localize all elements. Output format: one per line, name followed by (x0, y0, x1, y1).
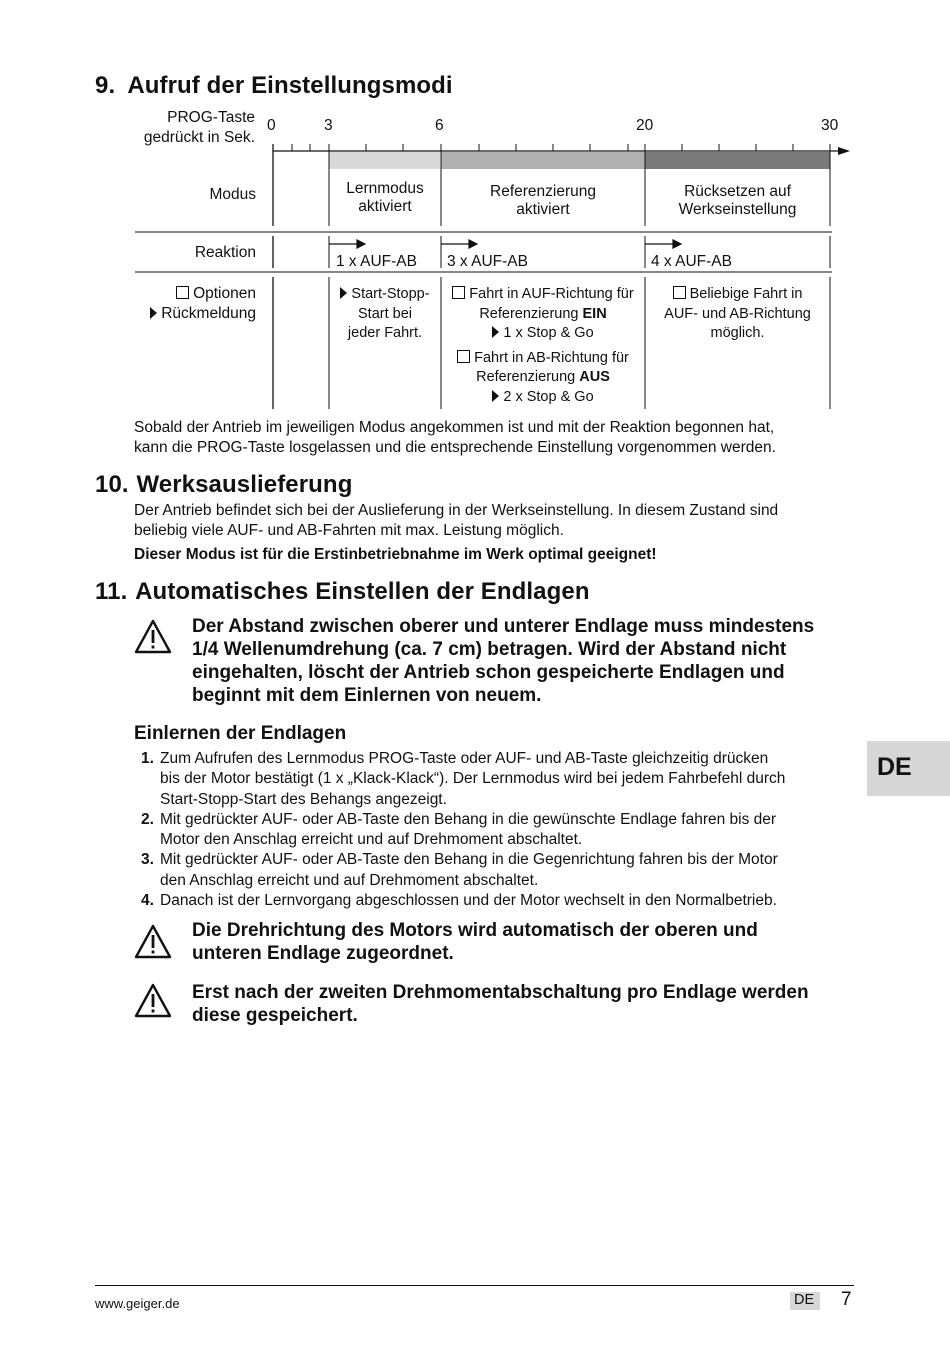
warn1-l1: Der Abstand zwischen oberer und unterer Endlage muss mindestens (192, 616, 815, 637)
mode-lernmodus (329, 180, 441, 216)
warn2-l2: unteren Endlage zugeordnet. (192, 943, 454, 964)
play-icon (492, 390, 499, 402)
section-11-title (95, 578, 590, 606)
note-line-2: kann die PROG-Taste losgelassen und die entsprechende Einstellung vorgenommen werden. (134, 439, 776, 456)
section-9-note (134, 418, 874, 458)
col2c-l1: Fahrt in AB-Richtung für (474, 349, 629, 366)
col2c-aus: AUS (579, 369, 610, 385)
warning-2 (192, 919, 872, 965)
section-10-heading: Werksauslieferung (136, 471, 353, 498)
checkbox-icon (457, 350, 470, 363)
col3-l1: Beliebige Fahrt in (689, 286, 803, 302)
tick-0: 0 (267, 117, 276, 134)
step-1-number: 1. (141, 750, 154, 767)
tick-30: 30 (821, 117, 839, 134)
warning-triangle-icon (133, 617, 173, 657)
step-4-l1: Danach ist der Lernvorgang abgeschlossen und der Motor wechselt in den Normalbetrieb. (160, 892, 777, 910)
mode-lernmodus-l2: aktiviert (358, 198, 412, 215)
checkbox-icon (673, 286, 686, 299)
step-1 (135, 749, 855, 810)
step-1-l1: Zum Aufrufen des Lernmodus PROG-Taste oder AUF- und AB-Taste gleichzeitig drücken (160, 750, 769, 767)
step-4-number: 4. (141, 892, 154, 910)
col2d: 2 x Stop & Go (503, 388, 594, 405)
col1-text (331, 285, 439, 344)
step-2-l1: Mit gedrückter AUF- oder AB-Taste den Behang in die gewünschte Endlage fahren bis der (160, 810, 777, 828)
step-3-l2: den Anschlag erreicht und auf Drehmoment abschaltet. (160, 871, 539, 889)
warn1-l4: beginnt mit dem Einlernen von neuem. (192, 685, 542, 706)
reaktion-label: Reaktion (194, 244, 256, 261)
mode-referenzierung (441, 183, 645, 219)
note-line-1: Sobald der Antrieb im jeweiligen Modus angekommen ist und mit der Reaktion begonnen hat, (134, 419, 775, 436)
footer-rule (95, 1285, 854, 1286)
section-11-number: 11. (95, 578, 128, 605)
col1-l3: jeder Fahrt. (347, 325, 423, 341)
footer-url[interactable]: www.geiger.de (95, 1296, 180, 1311)
step-3 (135, 850, 855, 891)
s10-bold-line: Dieser Modus ist für die Erstinbetriebnahme im Werk optimal geeignet! (134, 546, 657, 563)
language-side-tab (867, 741, 950, 796)
band-referenzierung (441, 152, 645, 169)
step-2 (135, 810, 855, 851)
section-9-title: 9. Aufruf der Einstellungsmodi (95, 72, 453, 99)
prog-label-line2: gedrückt in Sek. (143, 129, 255, 146)
axis-arrow-icon (838, 147, 850, 155)
step-2-l2: Motor den Anschlag erreicht und auf Drehmoment abschaltet. (160, 831, 583, 849)
reaction-2: 3 x AUF-AB (447, 253, 528, 270)
step-4 (135, 891, 855, 911)
mode-referenzierung-l1: Referenzierung (490, 183, 596, 200)
col2a-ein: EIN (582, 305, 607, 322)
col3-text (647, 285, 828, 344)
step-1-l2: bis der Motor bestätigt (1 x „Klack-Klack“). Der Lernmodus wird bei jedem Fahrbefehl durch (160, 770, 786, 788)
col1-l1: Start-Stopp- (351, 286, 430, 302)
warn3-l2: diese gespeichert. (192, 1005, 358, 1026)
col2c-l2: Referenzierung (476, 369, 580, 385)
step-2-number: 2. (141, 810, 154, 828)
steps-list (135, 749, 855, 911)
warning-3 (192, 981, 872, 1027)
play-icon (492, 326, 499, 338)
reaction-1: 1 x AUF-AB (336, 253, 417, 270)
section-11-heading: Automatisches Einstellen der Endlagen (135, 578, 590, 605)
warn2-l1: Die Drehrichtung des Motors wird automatisch der oberen und (192, 920, 758, 941)
modus-label: Modus (209, 186, 256, 203)
warning-triangle-icon (133, 922, 173, 962)
section-10-body (134, 501, 874, 565)
mode-diagram (0, 0, 950, 420)
tick-3: 3 (324, 117, 333, 134)
checkbox-icon (452, 286, 465, 299)
checkbox-icon (176, 286, 189, 299)
mode-lernmodus-l1: Lernmodus (346, 180, 424, 197)
section-10-title (95, 471, 352, 499)
legend-rueckmeldung (135, 304, 256, 324)
mode-referenzierung-l2: aktiviert (516, 201, 570, 218)
section-10-number: 10. (95, 471, 129, 498)
tick-20: 20 (636, 117, 654, 134)
mode-ruecksetzen-l2: Werkseinstellung (678, 201, 797, 218)
footer-lang-badge (790, 1292, 820, 1310)
mode-ruecksetzen-l1: Rücksetzen auf (684, 183, 791, 200)
warn1-l2: 1/4 Wellenumdrehung (ca. 7 cm) betragen. Wird der Abstand nicht (192, 639, 787, 660)
warn3-l1: Erst nach der zweiten Drehmomentabschaltung pro Endlage werden (192, 982, 809, 1003)
col2-text (443, 285, 643, 407)
footer-lang-label: DE (794, 1292, 815, 1308)
language-side-tab-label: DE (877, 753, 912, 781)
play-icon (340, 287, 347, 299)
band-lernmodus (329, 152, 440, 169)
step-3-l1: Mit gedrückter AUF- oder AB-Taste den Behang in die Gegenrichtung fahren bis der Motor (160, 851, 778, 869)
s10-line-1: Der Antrieb befindet sich bei der Auslieferung in der Werkseinstellung. In diesem Zustand sind (134, 502, 779, 519)
mode-ruecksetzen (645, 183, 830, 219)
col2b: 1 x Stop & Go (503, 325, 594, 341)
warning-triangle-icon (133, 981, 173, 1021)
page-number: 7 (841, 1289, 852, 1310)
legend-optionen (135, 284, 256, 304)
tick-6: 6 (435, 117, 444, 134)
legend-optionen-text: Optionen (193, 285, 256, 302)
step-1-l3: Start-Stopp-Start des Behangs angezeigt. (160, 790, 447, 808)
play-icon (150, 307, 157, 319)
s10-line-2: beliebig viele AUF- und AB-Fahrten mit max. Leistung möglich. (134, 522, 564, 539)
reaction-3: 4 x AUF-AB (651, 253, 732, 270)
col3-l3: möglich. (710, 325, 765, 341)
col1-l2: Start bei (358, 305, 412, 322)
step-3-number: 3. (141, 851, 154, 869)
col2a-l1: Fahrt in AUF-Richtung für (469, 286, 634, 302)
col2a-l2: Referenzierung (479, 305, 583, 322)
prog-label-line1: PROG-Taste (167, 109, 255, 126)
subheading-einlernen: Einlernen der Endlagen (134, 723, 347, 744)
warning-1 (192, 615, 872, 707)
warn1-l3: eingehalten, löscht der Antrieb schon gespeicherte Endlagen und (192, 662, 785, 683)
legend-rueckmeldung-text: Rückmeldung (161, 305, 256, 322)
col3-l2: AUF- und AB-Richtung (664, 305, 811, 322)
band-ruecksetzen (645, 152, 830, 169)
